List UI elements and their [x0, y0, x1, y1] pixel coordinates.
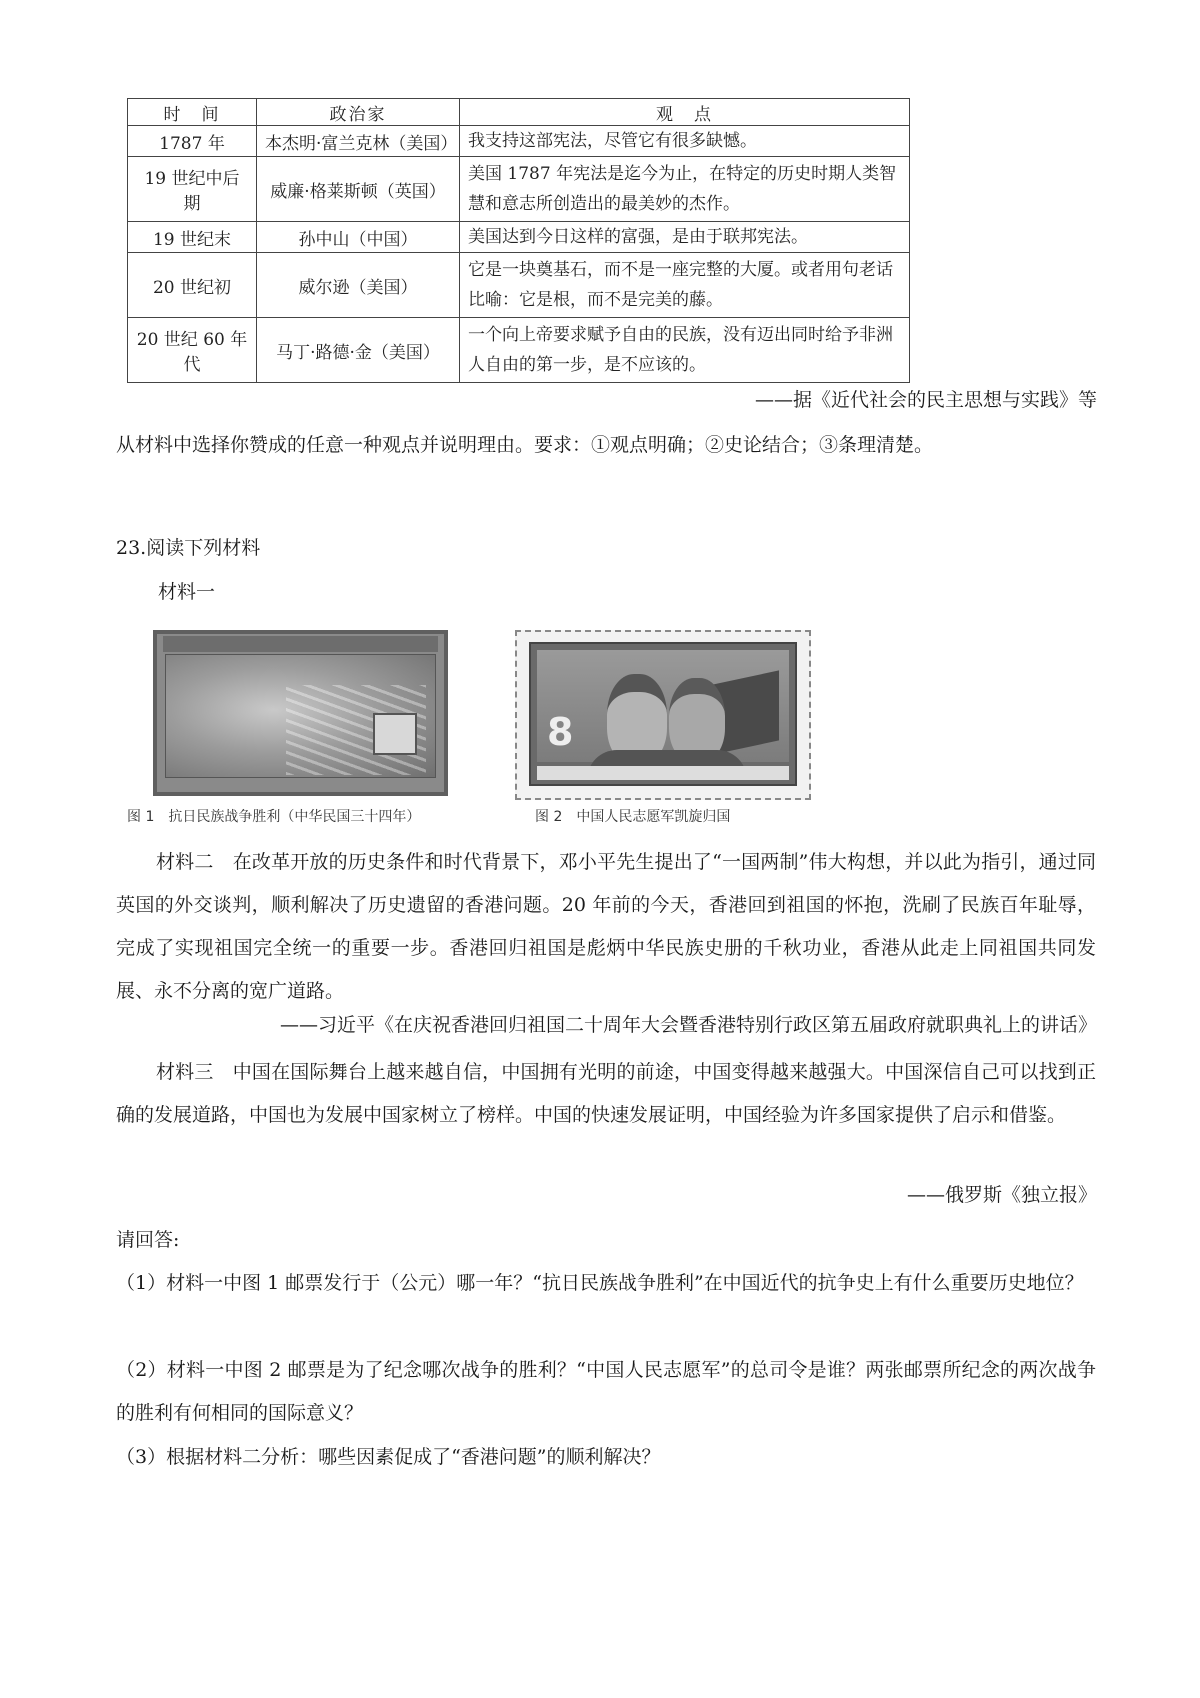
question-23-title: 23.阅读下列材料: [116, 537, 261, 559]
cell-statesman: 威廉·格莱斯顿（英国）: [257, 157, 460, 222]
source-citation-3: ——俄罗斯《独立报》: [906, 1184, 1097, 1206]
question-23-3: （3）根据材料二分析：哪些因素促成了“香港问题”的顺利解决？: [116, 1446, 661, 1468]
stamp-image-1: [153, 630, 448, 796]
question-23-2: （2）材料一中图 2 邮票是为了纪念哪次战争的胜利？“中国人民志愿军”的总司令是谁？两张邮票所纪念的两次战争的胜利有何相同的国际意义？: [116, 1359, 1096, 1424]
header-view: 观 点: [460, 99, 910, 126]
statesman-views-table: [127, 98, 910, 383]
table-row: [128, 126, 910, 157]
cell-statesman: 威尔逊（美国）: [257, 253, 460, 318]
source-citation-2: ——习近平《在庆祝香港回归祖国二十周年大会暨香港特别行政区第五届政府就职典礼上的讲话》: [279, 1014, 1097, 1036]
stamp-2-frame: [529, 642, 797, 786]
stamp-image-2: [515, 630, 811, 800]
cell-time: 19 世纪中后期: [128, 157, 257, 222]
table-row: [128, 222, 910, 253]
cell-time: 1787 年: [128, 126, 257, 157]
stamp-1-value-box: [373, 713, 417, 755]
stamp-1-caption: 图 1 抗日民族战争胜利（中华民国三十四年）: [127, 809, 421, 825]
stamp-2-caption: 图 2 中国人民志愿军凯旋归国: [535, 809, 731, 825]
source-citation-1: ——据《近代社会的民主思想与实践》等: [754, 389, 1097, 411]
question-23-1: （1）材料一中图 1 邮票发行于（公元）哪一年？“抗日民族战争胜利”在中国近代的抗争史上有什么重要历史地位？: [116, 1272, 1084, 1294]
table-row: [128, 157, 910, 222]
cell-view: 它是一块奠基石，而不是一座完整的大厦。或者用句老话比喻：它是根，而不是完美的藤。: [460, 253, 910, 318]
cell-view: 美国达到今日这样的富强，是由于联邦宪法。: [460, 222, 910, 253]
cell-statesman: 马丁·路德·金（美国）: [257, 318, 460, 383]
material-1-label: 材料一: [158, 581, 216, 603]
stamp-1-title-band: [163, 636, 438, 652]
table-row: [128, 253, 910, 318]
cell-statesman: 本杰明·富兰克林（美国）: [257, 126, 460, 157]
table-header-row: [128, 99, 910, 126]
header-statesman: 政治家: [257, 99, 460, 126]
header-time: 时 间: [128, 99, 257, 126]
table-row: [128, 318, 910, 383]
cell-view: 我支持这部宪法，尽管它有很多缺憾。: [460, 126, 910, 157]
stamp-2-background: [537, 650, 789, 762]
stamp-1-picture: [165, 654, 436, 778]
stamp-2-value: 8: [547, 710, 574, 754]
stamp-2-inscription-bar: [537, 766, 789, 780]
answer-prompt: 请回答:: [116, 1229, 180, 1251]
cell-statesman: 孙中山（中国）: [257, 222, 460, 253]
material-2-text: 材料二 在改革开放的历史条件和时代背景下，邓小平先生提出了“一国两制”伟大构想，并以此为指引，通过同英国的外交谈判，顺利解决了历史遗留的香港问题。20 年前的今天，香港回到祖国的怀抱，洗刷了民族百年耻辱，完成了实现祖国完全统一的重要一步。香港回归祖国是彪炳中华民族史册的千秋功业，香港从此走上同祖国共同发展、永不分离的宽广道路。: [116, 851, 1096, 1002]
cell-view: 美国 1787 年宪法是迄今为止，在特定的历史时期人类智慧和意志所创造出的最美妙的杰作。: [460, 157, 910, 222]
question-22-prompt: 从材料中选择你赞成的任意一种观点并说明理由。要求：①观点明确；②史论结合；③条理清楚。: [116, 434, 934, 456]
cell-time: 20 世纪初: [128, 253, 257, 318]
cell-view: 一个向上帝要求赋予自由的民族，没有迈出同时给予非洲人自由的第一步，是不应该的。: [460, 318, 910, 383]
cell-time: 20 世纪 60 年代: [128, 318, 257, 383]
cell-time: 19 世纪末: [128, 222, 257, 253]
material-3-text: 材料三 中国在国际舞台上越来越自信，中国拥有光明的前途，中国变得越来越强大。中国深信自己可以找到正确的发展道路，中国也为发展中国家树立了榜样。中国的快速发展证明，中国经验为许多国家提供了启示和借鉴。: [116, 1061, 1096, 1126]
